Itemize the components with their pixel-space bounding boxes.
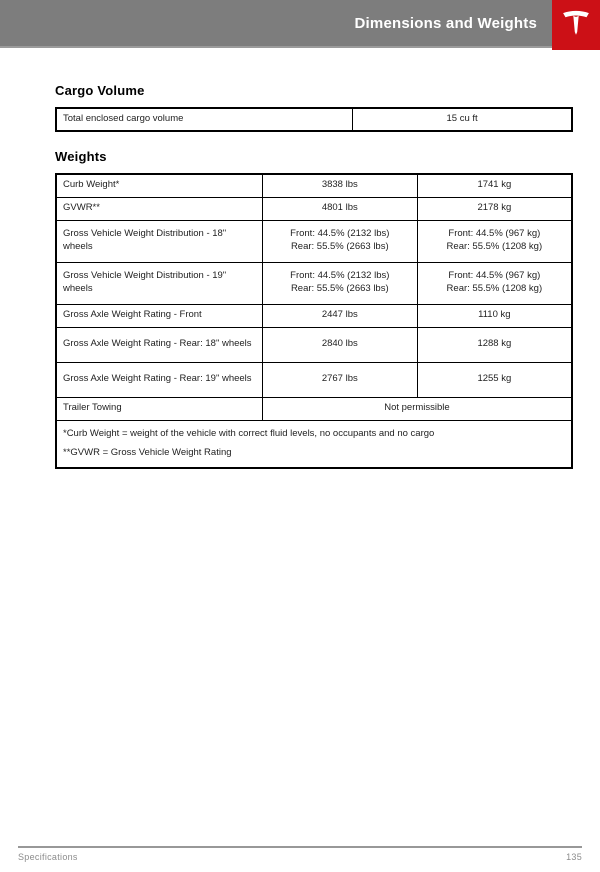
table-row bbox=[56, 197, 572, 220]
table-row bbox=[56, 262, 572, 304]
weight-lbs: 2447 lbs bbox=[262, 304, 417, 327]
weight-kg bbox=[417, 220, 572, 262]
weight-lbs: 3838 lbs bbox=[262, 174, 417, 197]
trailer-towing-value: Not permissible bbox=[262, 397, 572, 420]
weight-lbs-front: Front: 44.5% (2132 lbs) bbox=[290, 270, 390, 282]
weight-lbs: 2840 lbs bbox=[262, 327, 417, 362]
table-row bbox=[56, 174, 572, 197]
footer-page-number: 135 bbox=[566, 852, 582, 862]
weight-label: Gross Vehicle Weight Distribution - 19" wheels bbox=[56, 262, 262, 304]
weight-label: Curb Weight* bbox=[56, 174, 262, 197]
weight-lbs: 4801 lbs bbox=[262, 197, 417, 220]
weight-label: Gross Vehicle Weight Distribution - 18" wheels bbox=[56, 220, 262, 262]
weight-label: Gross Axle Weight Rating - Rear: 19" wheels bbox=[56, 362, 262, 397]
table-row bbox=[56, 327, 572, 362]
weight-lbs bbox=[262, 262, 417, 304]
weight-kg: 2178 kg bbox=[417, 197, 572, 220]
cargo-volume-label: Total enclosed cargo volume bbox=[56, 108, 353, 131]
table-row bbox=[56, 304, 572, 327]
table-row bbox=[56, 362, 572, 397]
weight-kg-front: Front: 44.5% (967 kg) bbox=[448, 228, 541, 240]
weight-kg: 1741 kg bbox=[417, 174, 572, 197]
cargo-volume-heading: Cargo Volume bbox=[55, 83, 145, 98]
tesla-logo-badge bbox=[552, 0, 600, 50]
weight-kg-front: Front: 44.5% (967 kg) bbox=[448, 270, 541, 282]
footnote-curb-weight: *Curb Weight = weight of the vehicle with correct fluid levels, no occupants and no cargo bbox=[63, 427, 435, 439]
trailer-towing-label: Trailer Towing bbox=[56, 397, 262, 420]
weight-label: Gross Axle Weight Rating - Front bbox=[56, 304, 262, 327]
weight-kg-rear: Rear: 55.5% (1208 kg) bbox=[446, 283, 543, 294]
page-footer bbox=[18, 846, 582, 862]
cargo-volume-table bbox=[55, 107, 573, 132]
weight-kg: 1288 kg bbox=[417, 327, 572, 362]
footnote-gvwr: **GVWR = Gross Vehicle Weight Rating bbox=[63, 446, 232, 458]
weight-lbs-rear: Rear: 55.5% (2663 lbs) bbox=[290, 283, 389, 294]
weight-kg: 1255 kg bbox=[417, 362, 572, 397]
weights-table bbox=[55, 173, 573, 469]
footer-section-title: Specifications bbox=[18, 852, 78, 862]
table-row bbox=[56, 397, 572, 420]
cargo-volume-value: 15 cu ft bbox=[353, 108, 572, 131]
weight-kg bbox=[417, 262, 572, 304]
weight-kg-rear: Rear: 55.5% (1208 kg) bbox=[446, 241, 543, 252]
weight-kg: 1110 kg bbox=[417, 304, 572, 327]
weight-label: GVWR** bbox=[56, 197, 262, 220]
weight-lbs: 2767 lbs bbox=[262, 362, 417, 397]
weight-lbs-front: Front: 44.5% (2132 lbs) bbox=[290, 228, 390, 240]
table-footnote-row bbox=[56, 420, 572, 468]
table-row bbox=[56, 220, 572, 262]
page-header-title: Dimensions and Weights bbox=[354, 15, 537, 32]
weight-lbs-rear: Rear: 55.5% (2663 lbs) bbox=[290, 241, 389, 252]
weight-lbs bbox=[262, 220, 417, 262]
footnotes bbox=[56, 420, 572, 468]
table-row bbox=[56, 108, 572, 131]
tesla-logo-icon bbox=[561, 8, 591, 43]
weights-heading: Weights bbox=[55, 149, 107, 164]
page-content bbox=[55, 50, 573, 469]
weight-label: Gross Axle Weight Rating - Rear: 18" wheels bbox=[56, 327, 262, 362]
